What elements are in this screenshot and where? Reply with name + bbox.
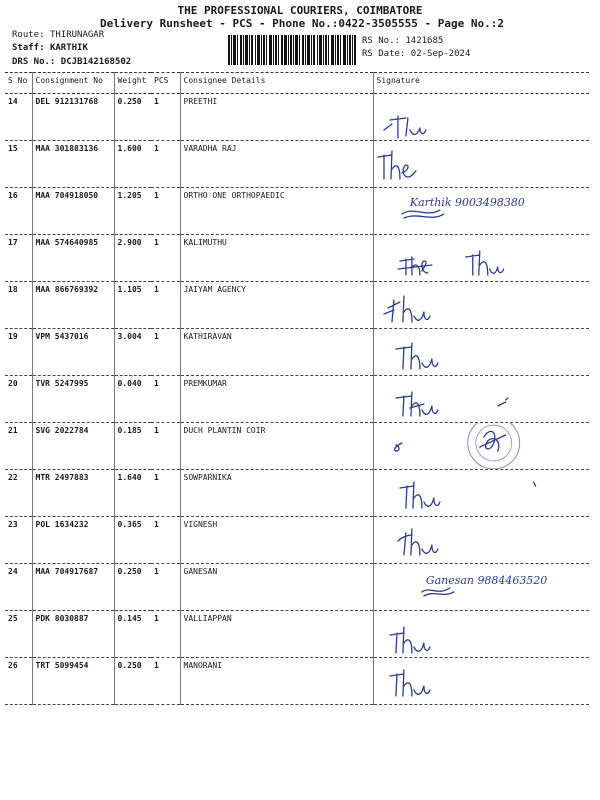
cell-weight: 0.145 [114, 611, 151, 658]
cell-pcs: 1 [151, 470, 180, 517]
route-label: Route: [12, 30, 45, 40]
cell-consignee: VARADHA RAJ [180, 141, 373, 188]
cell-consignee: ORTHO ONE ORTHOPAEDIC [180, 188, 373, 235]
col-header-consignee: Consignee Details [180, 73, 373, 94]
signature-cell [373, 188, 589, 235]
cell-consignee: KALIMUTHU [180, 235, 373, 282]
handwritten-signature [374, 141, 590, 187]
runsheet-subtitle: Delivery Runsheet - PCS - Phone No.:0422-3505555 - Page No.:2 [100, 17, 504, 30]
signature-cell [373, 470, 589, 517]
cell-pcs: 1 [151, 376, 180, 423]
cell-weight: 3.004 [114, 329, 151, 376]
handwritten-signature [374, 564, 590, 610]
cell-sno: 22 [5, 470, 32, 517]
table-header-row [5, 73, 589, 94]
route-line [12, 30, 104, 40]
cell-sno: 14 [5, 94, 32, 141]
rs-date-label: RS Date: [362, 49, 406, 59]
col-header-pcs: PCS [151, 73, 180, 94]
table-row [5, 235, 589, 282]
cell-consignment-no: PDK 8030887 [32, 611, 114, 658]
cell-weight: 0.250 [114, 658, 151, 705]
handwritten-signature [374, 423, 590, 469]
cell-pcs: 1 [151, 141, 180, 188]
table-row [5, 282, 589, 329]
table-row [5, 423, 589, 470]
signature-cell [373, 376, 589, 423]
signature-cell [373, 282, 589, 329]
signature-cell [373, 564, 589, 611]
handwritten-signature [374, 188, 590, 234]
cell-consignee: VIGNESH [180, 517, 373, 564]
staff-line [12, 43, 88, 53]
signature-cell [373, 611, 589, 658]
cell-sno: 26 [5, 658, 32, 705]
handwritten-signature [374, 517, 590, 563]
barcode-image [228, 35, 356, 65]
cell-consignment-no: TRT 5099454 [32, 658, 114, 705]
table-row [5, 658, 589, 705]
handwritten-signature [374, 282, 590, 328]
cell-pcs: 1 [151, 235, 180, 282]
cell-weight: 0.365 [114, 517, 151, 564]
cell-consignee: VALLIAPPAN [180, 611, 373, 658]
signature-cell [373, 235, 589, 282]
cell-consignee: MANORANI [180, 658, 373, 705]
cell-sno: 24 [5, 564, 32, 611]
cell-sno: 19 [5, 329, 32, 376]
cell-consignee: DUCH PLANTIN COIR [180, 423, 373, 470]
cell-pcs: 1 [151, 564, 180, 611]
cell-consignment-no: DEL 912131768 [32, 94, 114, 141]
cell-consignment-no: SVG 2022784 [32, 423, 114, 470]
signature-cell [373, 517, 589, 564]
signature-cell [373, 329, 589, 376]
cell-pcs: 1 [151, 611, 180, 658]
cell-consignment-no: MAA 574640985 [32, 235, 114, 282]
cell-sno: 18 [5, 282, 32, 329]
col-header-consignment: Consignment No [32, 73, 114, 94]
cell-consignment-no: MAA 704917687 [32, 564, 114, 611]
signature-cell [373, 423, 589, 470]
rs-no-value: 1421685 [405, 36, 444, 46]
cell-sno: 21 [5, 423, 32, 470]
handwritten-signature [374, 376, 590, 422]
cell-consignment-no: MAA 866769392 [32, 282, 114, 329]
cell-consignment-no: MTR 2497883 [32, 470, 114, 517]
cell-consignee: SOWPARNIKA [180, 470, 373, 517]
col-header-weight: Weight [114, 73, 151, 94]
cell-consignee: KATHIRAVAN [180, 329, 373, 376]
signature-cell [373, 94, 589, 141]
cell-sno: 17 [5, 235, 32, 282]
rs-date-value: 02-Sep-2024 [410, 49, 471, 59]
drs-value: DCJB142168502 [60, 57, 132, 67]
col-header-sno: S No [5, 73, 32, 94]
table-row [5, 376, 589, 423]
table-row [5, 470, 589, 517]
cell-pcs: 1 [151, 517, 180, 564]
table-row [5, 329, 589, 376]
cell-consignment-no: VPM 5437016 [32, 329, 114, 376]
table-row [5, 188, 589, 235]
signature-cell [373, 658, 589, 705]
handwritten-signature [374, 470, 590, 516]
cell-weight: 0.250 [114, 564, 151, 611]
signature-note: Ganesan 9884463520 [425, 574, 547, 588]
handwritten-signature [374, 329, 590, 375]
cell-consignee: JAIYAM AGENCY [180, 282, 373, 329]
cell-sno: 20 [5, 376, 32, 423]
rs-no-label: RS No.: [362, 36, 400, 46]
cell-consignee: GANESAN [180, 564, 373, 611]
table-row [5, 517, 589, 564]
col-header-signature: Signature [373, 73, 589, 94]
cell-pcs: 1 [151, 329, 180, 376]
cell-consignment-no: MAA 301883136 [32, 141, 114, 188]
cell-pcs: 1 [151, 658, 180, 705]
drs-line [12, 57, 131, 67]
cell-weight: 2.900 [114, 235, 151, 282]
rs-date-line [362, 49, 470, 59]
cell-weight: 0.040 [114, 376, 151, 423]
cell-weight: 1.205 [114, 188, 151, 235]
cell-pcs: 1 [151, 188, 180, 235]
staff-value: KARTHIK [49, 43, 88, 53]
signature-cell [373, 141, 589, 188]
handwritten-signature [374, 658, 590, 704]
route-value: THIRUNAGAR [49, 30, 105, 40]
rubber-stamp [467, 423, 519, 469]
cell-consignee: PREMKUMAR [180, 376, 373, 423]
handwritten-signature [374, 94, 590, 140]
cell-consignment-no: TVR 5247995 [32, 376, 114, 423]
table-row [5, 611, 589, 658]
rs-no-line [362, 36, 443, 46]
drs-label: DRS No.: [12, 57, 56, 67]
cell-weight: 0.185 [114, 423, 151, 470]
table-row [5, 94, 589, 141]
handwritten-signature [374, 611, 590, 657]
cell-pcs: 1 [151, 282, 180, 329]
handwritten-signature [374, 235, 590, 281]
table-row [5, 141, 589, 188]
cell-weight: 1.105 [114, 282, 151, 329]
cell-sno: 23 [5, 517, 32, 564]
cell-pcs: 1 [151, 423, 180, 470]
cell-consignment-no: MAA 704918050 [32, 188, 114, 235]
table-row [5, 564, 589, 611]
cell-pcs: 1 [151, 94, 180, 141]
staff-label: Staff: [12, 43, 45, 53]
cell-weight: 0.250 [114, 94, 151, 141]
cell-consignment-no: POL 1634232 [32, 517, 114, 564]
cell-sno: 15 [5, 141, 32, 188]
runsheet-table [5, 72, 589, 705]
cell-consignee: PREETHI [180, 94, 373, 141]
cell-sno: 16 [5, 188, 32, 235]
company-title: THE PROFESSIONAL COURIERS, COIMBATORE [177, 4, 423, 17]
cell-sno: 25 [5, 611, 32, 658]
cell-weight: 1.600 [114, 141, 151, 188]
signature-note: Karthik 9003498380 [409, 196, 525, 210]
cell-weight: 1.640 [114, 470, 151, 517]
